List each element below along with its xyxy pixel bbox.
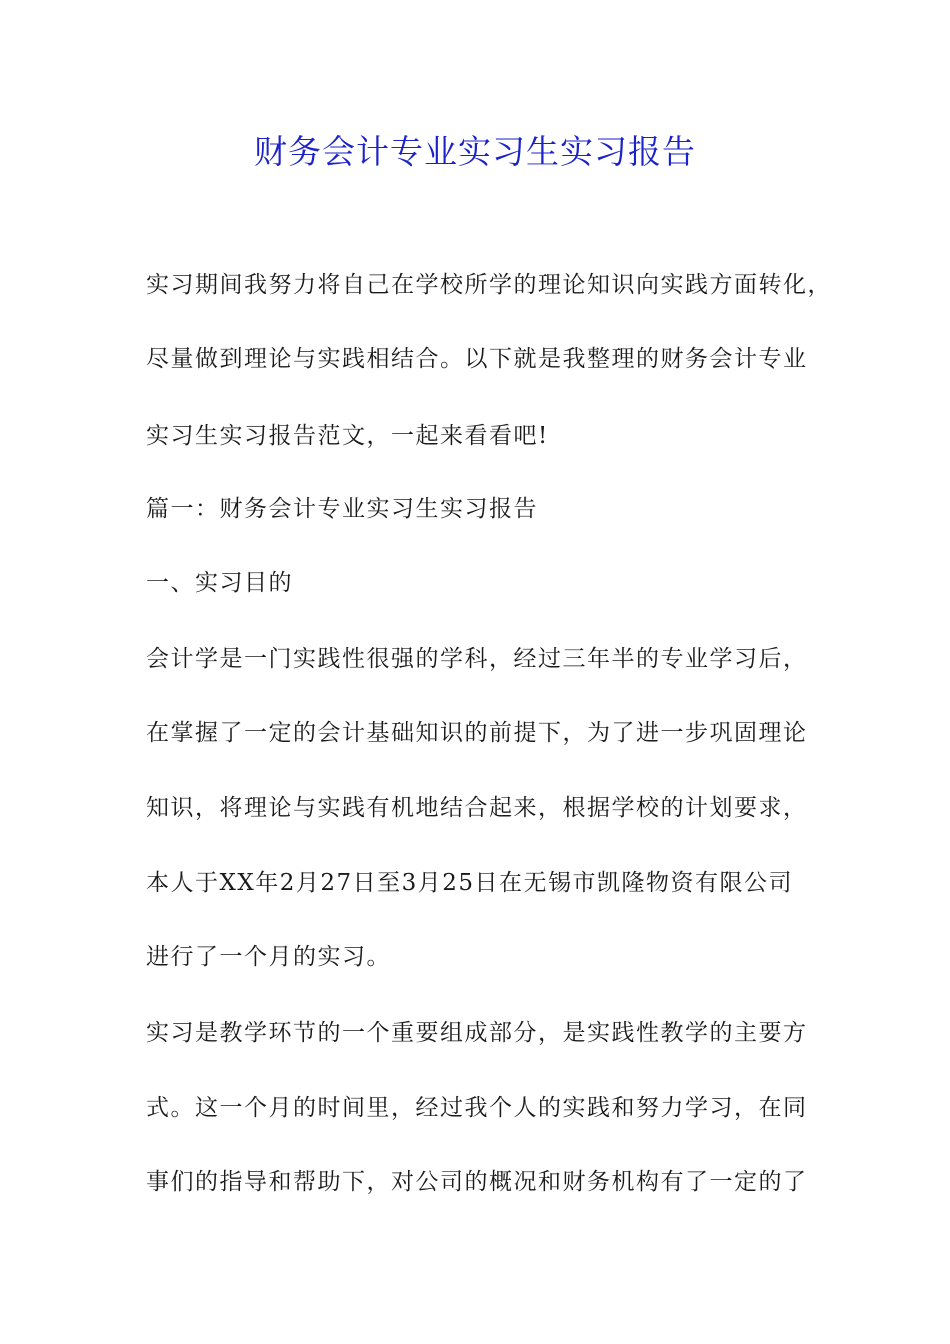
body-line: 本人于XX年2月27日至3月25日在无锡市凯隆物资有限公司 xyxy=(146,870,794,896)
body-line: 实习生实习报告范文，一起来看看吧! xyxy=(146,423,549,449)
document-title: 财务会计专业实习生实习报告 xyxy=(254,132,696,171)
body-line: 实习是教学环节的一个重要组成部分，是实践性教学的主要方 xyxy=(146,1020,808,1046)
subsection-heading: 一、实习目的 xyxy=(146,570,293,596)
body-line: 实习期间我努力将自己在学校所学的理论知识向实践方面转化， xyxy=(146,272,832,298)
body-line: 式。这一个月的时间里，经过我个人的实践和努力学习，在同 xyxy=(146,1095,808,1121)
body-line: 会计学是一门实践性很强的学科，经过三年半的专业学习后， xyxy=(146,646,808,672)
body-line: 在掌握了一定的会计基础知识的前提下，为了进一步巩固理论 xyxy=(146,720,808,746)
body-line: 尽量做到理论与实践相结合。以下就是我整理的财务会计专业 xyxy=(146,346,808,372)
body-line: 进行了一个月的实习。 xyxy=(146,944,391,970)
body-line: 事们的指导和帮助下，对公司的概况和财务机构有了一定的了 xyxy=(146,1169,808,1195)
body-line: 知识，将理论与实践有机地结合起来，根据学校的计划要求， xyxy=(146,795,808,821)
section-heading: 篇一：财务会计专业实习生实习报告 xyxy=(146,496,538,522)
